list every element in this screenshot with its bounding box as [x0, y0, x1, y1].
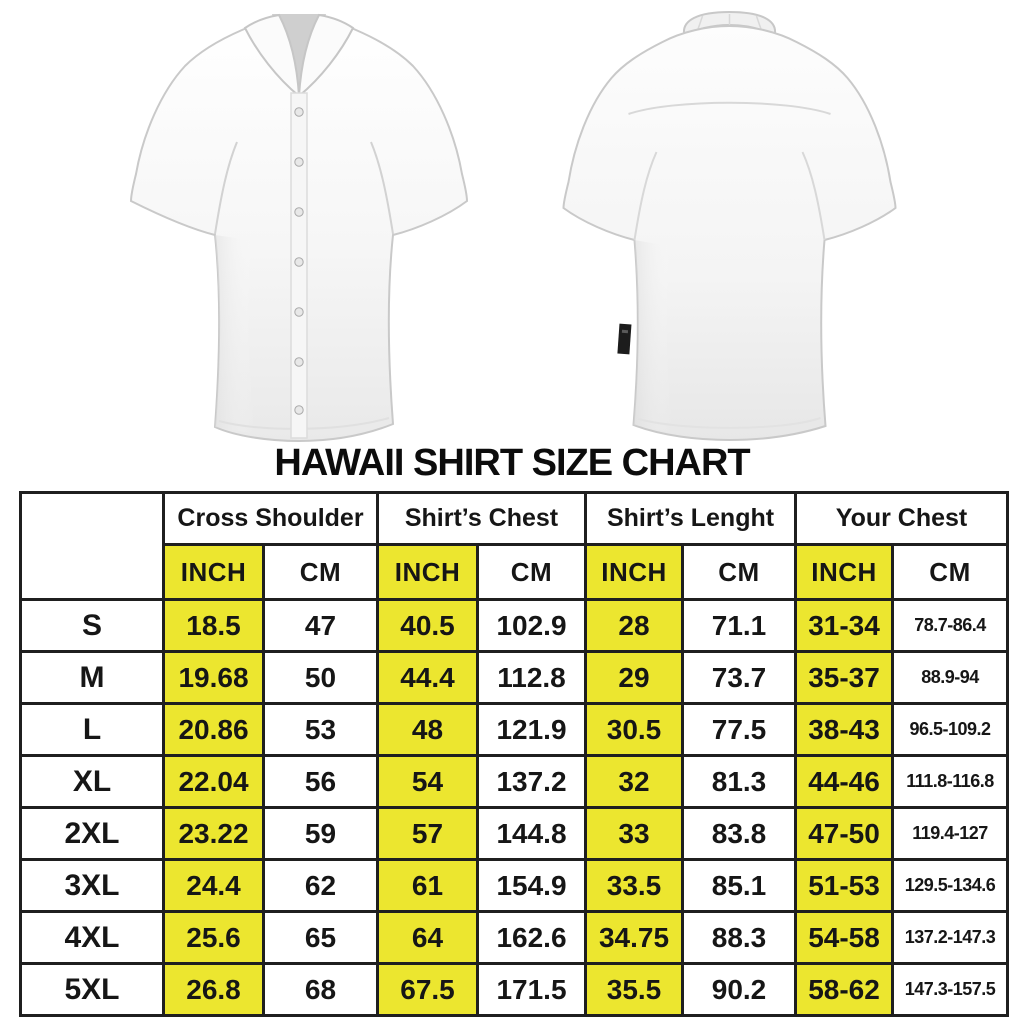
value-cell: 129.5-134.6	[893, 860, 1008, 912]
unit-header-cm: CM	[683, 545, 796, 600]
value-cell: 147.3-157.5	[893, 964, 1008, 1016]
value-cell: 19.68	[164, 652, 264, 704]
value-cell: 88.9-94	[893, 652, 1008, 704]
value-cell: 121.9	[478, 704, 586, 756]
value-cell: 71.1	[683, 600, 796, 652]
value-cell: 119.4-127	[893, 808, 1008, 860]
size-cell: L	[21, 704, 164, 756]
size-chart-table	[19, 491, 1009, 1017]
value-cell: 162.6	[478, 912, 586, 964]
value-cell: 64	[378, 912, 478, 964]
table-row-3xl	[21, 860, 1008, 912]
value-cell: 40.5	[378, 600, 478, 652]
table-row-xl	[21, 756, 1008, 808]
size-cell: M	[21, 652, 164, 704]
value-cell: 57	[378, 808, 478, 860]
value-cell: 38-43	[796, 704, 893, 756]
table-row-2xl	[21, 808, 1008, 860]
value-cell: 96.5-109.2	[893, 704, 1008, 756]
value-cell: 31-34	[796, 600, 893, 652]
value-cell: 29	[586, 652, 683, 704]
group-header-row	[21, 493, 1008, 545]
shirt-back-image	[530, 6, 930, 442]
value-cell: 51-53	[796, 860, 893, 912]
value-cell: 67.5	[378, 964, 478, 1016]
group-header-shirts-chest: Shirt’s Chest	[378, 493, 586, 545]
value-cell: 83.8	[683, 808, 796, 860]
value-cell: 154.9	[478, 860, 586, 912]
value-cell: 62	[264, 860, 378, 912]
size-cell: 2XL	[21, 808, 164, 860]
value-cell: 25.6	[164, 912, 264, 964]
unit-header-cm: CM	[478, 545, 586, 600]
value-cell: 90.2	[683, 964, 796, 1016]
value-cell: 50	[264, 652, 378, 704]
value-cell: 85.1	[683, 860, 796, 912]
value-cell: 30.5	[586, 704, 683, 756]
value-cell: 44-46	[796, 756, 893, 808]
value-cell: 78.7-86.4	[893, 600, 1008, 652]
unit-header-inch: INCH	[586, 545, 683, 600]
unit-header-cm: CM	[264, 545, 378, 600]
value-cell: 102.9	[478, 600, 586, 652]
corner-cell	[21, 493, 164, 600]
value-cell: 137.2-147.3	[893, 912, 1008, 964]
value-cell: 34.75	[586, 912, 683, 964]
size-cell: 5XL	[21, 964, 164, 1016]
value-cell: 47-50	[796, 808, 893, 860]
table-row-l	[21, 704, 1008, 756]
shirt-front-image	[106, 0, 492, 448]
value-cell: 58-62	[796, 964, 893, 1016]
value-cell: 48	[378, 704, 478, 756]
table-row-4xl	[21, 912, 1008, 964]
value-cell: 112.8	[478, 652, 586, 704]
shirt-back-body	[564, 26, 896, 440]
unit-header-row	[21, 545, 1008, 600]
table-row-m	[21, 652, 1008, 704]
unit-header-inch: INCH	[796, 545, 893, 600]
group-header-cross-shoulder: Cross Shoulder	[164, 493, 378, 545]
value-cell: 47	[264, 600, 378, 652]
value-cell: 44.4	[378, 652, 478, 704]
value-cell: 65	[264, 912, 378, 964]
value-cell: 22.04	[164, 756, 264, 808]
value-cell: 18.5	[164, 600, 264, 652]
value-cell: 35-37	[796, 652, 893, 704]
size-cell: S	[21, 600, 164, 652]
value-cell: 81.3	[683, 756, 796, 808]
group-header-your-chest: Your Chest	[796, 493, 1008, 545]
group-header-shirts-length: Shirt’s Lenght	[586, 493, 796, 545]
table-row-5xl	[21, 964, 1008, 1016]
value-cell: 23.22	[164, 808, 264, 860]
value-cell: 61	[378, 860, 478, 912]
page-title: HAWAII SHIRT SIZE CHART	[274, 442, 750, 484]
value-cell: 35.5	[586, 964, 683, 1016]
value-cell: 59	[264, 808, 378, 860]
value-cell: 26.8	[164, 964, 264, 1016]
value-cell: 68	[264, 964, 378, 1016]
value-cell: 54-58	[796, 912, 893, 964]
shirt-back-tag	[617, 324, 631, 355]
value-cell: 33	[586, 808, 683, 860]
value-cell: 73.7	[683, 652, 796, 704]
value-cell: 77.5	[683, 704, 796, 756]
value-cell: 56	[264, 756, 378, 808]
value-cell: 137.2	[478, 756, 586, 808]
value-cell: 171.5	[478, 964, 586, 1016]
shirt-front-placket	[291, 93, 307, 438]
size-cell: 4XL	[21, 912, 164, 964]
table-row-s	[21, 600, 1008, 652]
size-cell: XL	[21, 756, 164, 808]
unit-header-inch: INCH	[378, 545, 478, 600]
value-cell: 53	[264, 704, 378, 756]
value-cell: 33.5	[586, 860, 683, 912]
unit-header-cm: CM	[893, 545, 1008, 600]
value-cell: 54	[378, 756, 478, 808]
value-cell: 24.4	[164, 860, 264, 912]
value-cell: 32	[586, 756, 683, 808]
value-cell: 20.86	[164, 704, 264, 756]
value-cell: 28	[586, 600, 683, 652]
value-cell: 88.3	[683, 912, 796, 964]
value-cell: 111.8-116.8	[893, 756, 1008, 808]
unit-header-inch: INCH	[164, 545, 264, 600]
size-cell: 3XL	[21, 860, 164, 912]
value-cell: 144.8	[478, 808, 586, 860]
